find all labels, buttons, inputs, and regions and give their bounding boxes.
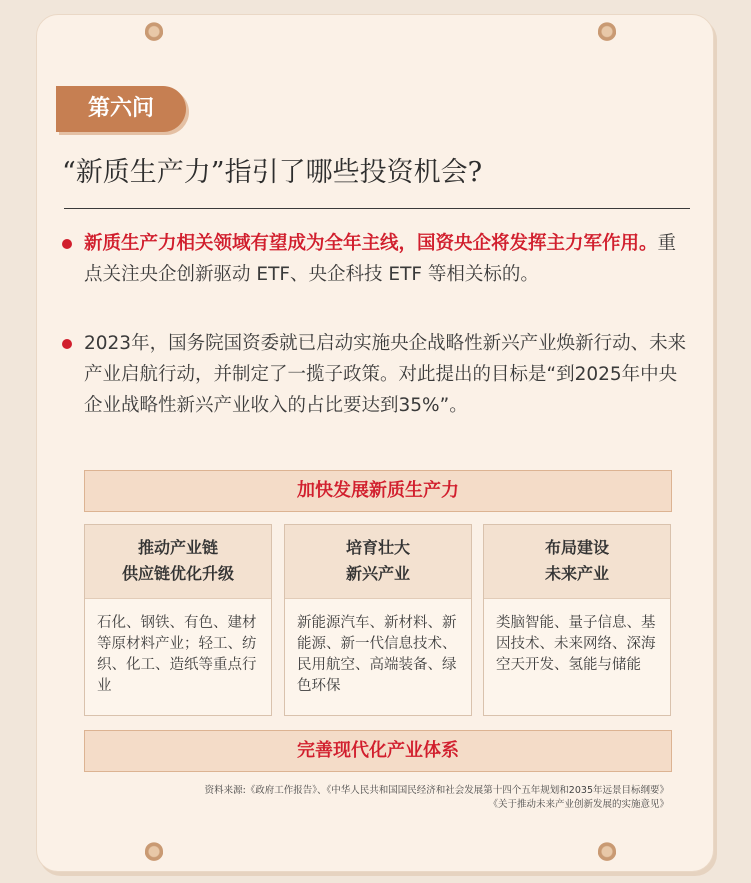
box-heading <box>85 525 271 599</box>
diagram-box-industry-chain <box>84 524 272 716</box>
box-body: 类脑智能、量子信息、基因技术、未来网络、深海空天开发、氢能与储能 <box>496 615 656 673</box>
box-heading-line2: 未来产业 <box>544 564 609 583</box>
binder-ring-icon <box>145 842 163 866</box>
bullet-highlight: 新质生产力相关领域有望成为全年主线，国资央企将发挥主力军作用。 <box>84 233 658 254</box>
diagram-bottom-bar: 完善现代化产业体系 <box>84 730 672 772</box>
box-heading-line2: 新兴产业 <box>345 564 410 583</box>
binder-ring-icon <box>598 22 616 46</box>
bullet-dot-icon <box>62 339 72 349</box>
diagram-box-future-industries <box>483 524 671 716</box>
source-note-line2: 《关于推动未来产业创新发展的实施意见》 <box>488 799 669 810</box>
diagram-top-bar: 加快发展新质生产力 <box>84 470 672 512</box>
box-body: 石化、钢铁、有色、建材等原材料产业；轻工、纺织、化工、造纸等重点行业 <box>97 615 257 694</box>
source-note-line1: 资料来源:《政府工作报告》、《中华人民共和国国民经济和社会发展第十四个五年规划和2035年远景目标纲要》 <box>204 785 669 796</box>
bullet-item-2 <box>84 328 694 421</box>
box-heading <box>484 525 670 599</box>
page-title: “新质生产力”指引了哪些投资机会? <box>62 157 483 188</box>
binder-ring-icon <box>145 22 163 46</box>
bullet-text: 重点关注央企创新驱动 ETF、央企科技 ETF 等相关标的。 <box>84 233 677 285</box>
box-heading-line1: 推动产业链 <box>137 538 218 557</box>
box-heading-line2: 供应链优化升级 <box>121 564 234 583</box>
bullet-item-1 <box>84 228 694 290</box>
bullet-text: 2023年，国务院国资委就已启动实施央企战略性新兴产业焕新行动、未来产业启航行动，并制定了一揽子政策。对此提出的目标是“到2025年中央企业战略性新兴产业收入的占比要达到35%”。 <box>84 333 687 416</box>
box-body: 新能源汽车、新材料、新能源、新一代信息技术、民用航空、高端装备、绿色环保 <box>297 615 457 694</box>
binder-ring-icon <box>598 842 616 866</box>
box-heading-line1: 培育壮大 <box>345 538 410 557</box>
title-divider <box>64 208 690 209</box>
question-badge: 第六问 <box>56 86 186 132</box>
box-heading-line1: 布局建设 <box>544 538 609 557</box>
diagram-box-emerging-industries <box>284 524 472 716</box>
box-heading <box>285 525 471 599</box>
bullet-dot-icon <box>62 239 72 249</box>
